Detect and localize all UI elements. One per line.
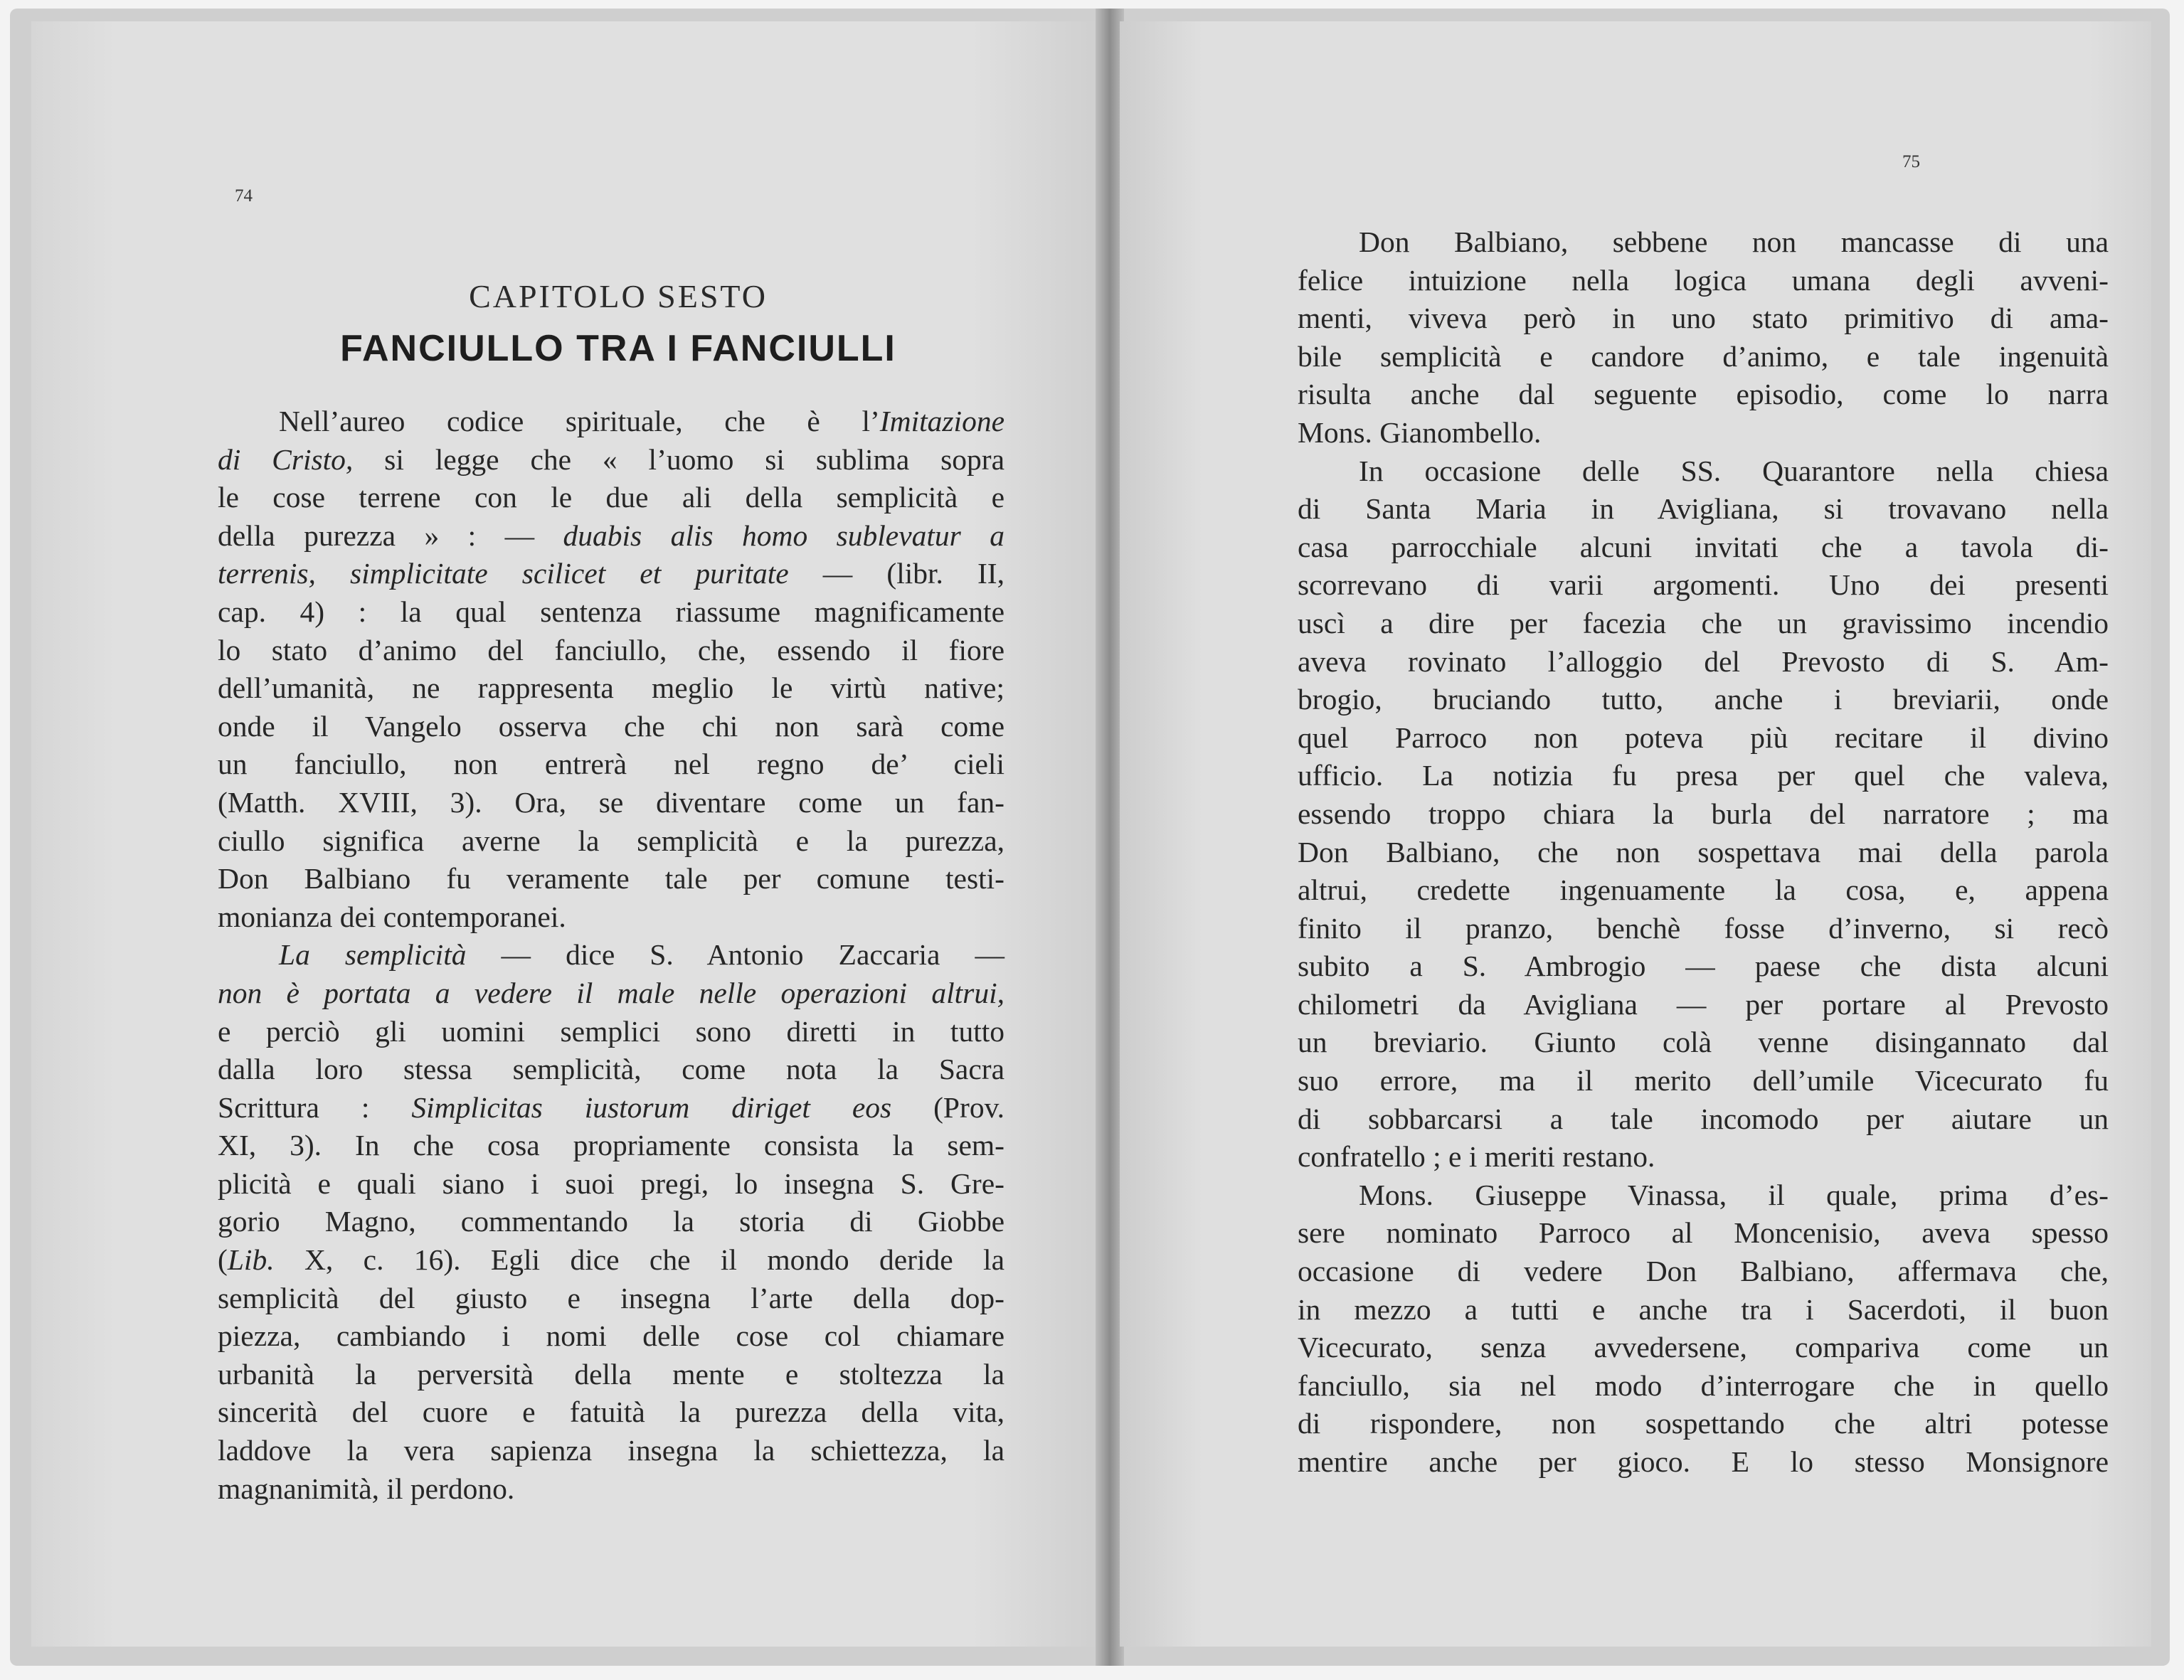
left-page-body [218, 403, 1004, 1508]
text-line [218, 1470, 1004, 1509]
text-line [1298, 1253, 2109, 1291]
text-line [1298, 719, 2109, 757]
text-segment: sincerità del cuore e fatuità la purezza della vita, [218, 1395, 1004, 1429]
text-segment: XI, 3). In che cosa propriamente consista la sem- [218, 1129, 1004, 1162]
italic-segment: Imitazione [879, 405, 1004, 437]
right-page-body [1298, 223, 2109, 1482]
text-line [1298, 1100, 2109, 1139]
text-segment: confratello ; e i meriti restano. [1298, 1140, 1655, 1174]
text-line [1298, 338, 2109, 376]
text-line [1298, 1176, 2109, 1215]
text-segment: le cose terrene con le due ali della semplicità e [218, 481, 1004, 514]
text-line [1298, 795, 2109, 834]
text-line [1298, 986, 2109, 1024]
text-segment: in mezzo a tutti e anche tra i Sacerdoti, il buon [1298, 1292, 2109, 1326]
text-segment: subito a S. Ambrogio — paese che dista alcuni [1298, 950, 2109, 983]
text-segment: laddove la vera sapienza insegna la schiettezza, la [218, 1434, 1004, 1467]
text-line [1298, 871, 2109, 910]
text-line [218, 441, 1004, 479]
open-book [10, 9, 2170, 1666]
text-segment: suo errore, ma il merito dell’umile Vicecurato fu [1298, 1064, 2109, 1097]
text-line [218, 632, 1004, 670]
text-segment: monianza dei contemporanei. [218, 900, 566, 933]
text-line [218, 1432, 1004, 1470]
text-line [1298, 262, 2109, 300]
text-segment: Don Balbiano, che non sospettava mai della parola [1298, 835, 2109, 868]
text-segment: risulta anche dal seguente episodio, come lo narra [1298, 378, 2109, 411]
text-segment: bile semplicità e candore d’animo, e tale ingenuità [1298, 339, 2109, 373]
text-line [218, 403, 1004, 441]
text-segment: — dice S. Antonio Zaccaria — [466, 938, 1004, 972]
text-line [218, 822, 1004, 861]
text-line [218, 1203, 1004, 1241]
text-segment: della purezza » : — [218, 519, 563, 552]
text-segment: ufficio. La notizia fu presa per quel che valeva, [1298, 759, 2109, 792]
text-segment: plicità e quali siano i suoi pregi, lo insegna S. Gre- [218, 1166, 1004, 1200]
text-line [1298, 1405, 2109, 1443]
text-segment: Scrittura : [218, 1090, 412, 1124]
italic-segment: di Cristo, [218, 442, 354, 476]
text-segment: ciullo significa averne la semplicità e la purezza, [218, 824, 1004, 857]
text-line [218, 479, 1004, 517]
text-segment: ( [218, 1243, 228, 1277]
text-segment: Vicecurato, senza avvedersene, compariva come un [1298, 1331, 2109, 1364]
text-line [1298, 1062, 2109, 1100]
italic-segment: non è portata a vedere il male nelle operazioni altrui, [218, 976, 1004, 1009]
text-line [1298, 566, 2109, 605]
text-segment: di Santa Maria in Avigliana, si trovavano nella [1298, 492, 2109, 526]
text-line [218, 1165, 1004, 1203]
page-number: 74 [235, 186, 253, 206]
text-segment: semplicità del giusto e insegna l’arte della dop- [218, 1281, 1004, 1314]
text-segment: lo stato d’animo del fanciullo, che, essendo il fiore [218, 633, 1004, 666]
text-line [218, 1356, 1004, 1394]
text-line [1298, 605, 2109, 643]
text-segment: finito il pranzo, benchè fosse d’inverno, si recò [1298, 911, 2109, 945]
text-line [1298, 1214, 2109, 1253]
text-line [1298, 757, 2109, 795]
text-segment: X, c. 16). Egli dice che il mondo deride la [274, 1243, 1004, 1277]
left-page [31, 21, 1098, 1647]
text-line [1298, 1367, 2109, 1405]
text-line [218, 1241, 1004, 1280]
text-line [1298, 1443, 2109, 1482]
italic-segment: terrenis, simplicitate scilicet et puritate [218, 557, 789, 590]
text-line [1298, 1329, 2109, 1367]
text-segment: Mons. Gianombello. [1298, 415, 1542, 449]
text-segment: un fanciullo, non entrerà nel regno de’ cieli [218, 748, 1004, 781]
text-segment: mentire anche per gioco. E lo stesso Monsignore [1298, 1445, 2109, 1478]
text-segment: quel Parroco non poteva più recitare il divino [1298, 721, 2109, 754]
page-number: 75 [1902, 152, 1920, 171]
text-line [1298, 947, 2109, 986]
text-segment: brogio, bruciando tutto, anche i breviarii, onde [1298, 683, 2109, 716]
text-line [218, 1393, 1004, 1432]
text-line [218, 898, 1004, 937]
text-segment: urbanità la perversità della mente e stoltezza la [218, 1357, 1004, 1391]
text-segment: sere nominato Parroco al Moncenisio, aveva spesso [1298, 1216, 2109, 1250]
text-line [1298, 1024, 2109, 1062]
text-segment: Nell’aureo codice spirituale, che è l’ [279, 405, 880, 437]
text-line [218, 974, 1004, 1013]
text-segment: dell’umanità, ne rappresenta meglio le virtù native; [218, 671, 1004, 705]
text-segment: Mons. Giuseppe Vinassa, il quale, prima d’es- [1359, 1178, 2109, 1211]
chapter-title: FANCIULLO TRA I FANCIULLI [340, 328, 896, 369]
text-segment: dalla loro stessa semplicità, come nota la Sacra [218, 1053, 1004, 1086]
text-line [1298, 490, 2109, 528]
text-segment: si legge che « l’uomo si sublima sopra [353, 442, 1004, 476]
text-line [1298, 223, 2109, 262]
text-segment: uscì a dire per facezia che un gravissimo incendio [1298, 606, 2109, 639]
text-line [1298, 910, 2109, 948]
text-segment: aveva rovinato l’alloggio del Prevosto di S. Am- [1298, 644, 2109, 678]
text-line [218, 1013, 1004, 1051]
text-segment: essendo troppo chiara la burla del narratore ; ma [1298, 797, 2109, 830]
text-line [1298, 528, 2109, 567]
text-line [218, 936, 1004, 974]
text-segment: fanciullo, sia nel modo d’interrogare che in quello [1298, 1368, 2109, 1402]
text-segment: scorrevano di varii argomenti. Uno dei presenti [1298, 568, 2109, 602]
text-segment: di rispondere, non sospettando che altri potesse [1298, 1407, 2109, 1440]
text-line [1298, 643, 2109, 681]
text-line [218, 517, 1004, 555]
text-line [1298, 681, 2109, 719]
text-line [218, 1317, 1004, 1356]
text-segment: Don Balbiano, sebbene non mancasse di una [1359, 225, 2109, 258]
text-line [218, 784, 1004, 822]
text-segment: In occasione delle SS. Quarantore nella chiesa [1359, 454, 2109, 487]
text-line [218, 555, 1004, 593]
text-line [218, 1089, 1004, 1127]
italic-segment: Simplicitas iustorum diriget eos [411, 1090, 892, 1124]
text-segment: gorio Magno, commentando la storia di Giobbe [218, 1205, 1004, 1238]
text-segment: casa parrocchiale alcuni invitati che a tavola di- [1298, 530, 2109, 563]
text-segment: onde il Vangelo osserva che chi non sarà come [218, 709, 1004, 743]
text-segment: altrui, credette ingenuamente la cosa, e, appena [1298, 873, 2109, 907]
text-line [1298, 376, 2109, 414]
text-line [1298, 1291, 2109, 1329]
italic-segment: Lib. [227, 1243, 275, 1277]
text-line [218, 1280, 1004, 1318]
text-segment: (Matth. XVIII, 3). Ora, se diventare come un fan- [218, 785, 1004, 819]
text-segment: e perciò gli uomini semplici sono diretti in tutto [218, 1014, 1004, 1048]
text-line [218, 1051, 1004, 1089]
text-line [218, 669, 1004, 708]
text-line [1298, 834, 2109, 872]
italic-segment: duabis alis homo sublevatur a [563, 519, 1004, 552]
text-line [218, 860, 1004, 898]
text-line [1298, 452, 2109, 491]
text-segment: felice intuizione nella logica umana degli avveni- [1298, 263, 2109, 297]
text-line [218, 593, 1004, 632]
text-segment: chilometri da Avigliana — per portare al Prevosto [1298, 987, 2109, 1021]
text-segment: magnanimità, il perdono. [218, 1472, 515, 1505]
text-segment: un breviario. Giunto colà venne disingannato dal [1298, 1026, 2109, 1059]
text-segment: piezza, cambiando i nomi delle cose col chiamare [218, 1319, 1004, 1353]
text-line [218, 745, 1004, 784]
right-page [1120, 21, 2151, 1647]
text-segment: menti, viveva però in uno stato primitivo di ama- [1298, 302, 2109, 335]
chapter-label: CAPITOLO SESTO [469, 278, 768, 314]
text-line [1298, 414, 2109, 452]
text-segment: di sobbarcarsi a tale incomodo per aiutare un [1298, 1102, 2109, 1135]
italic-segment: La semplicità [279, 938, 467, 972]
text-line [1298, 299, 2109, 338]
text-segment: occasione di vedere Don Balbiano, affermava che, [1298, 1255, 2109, 1288]
text-line [1298, 1138, 2109, 1176]
text-segment: — (libr. II, [788, 557, 1004, 590]
text-segment: (Prov. [891, 1090, 1004, 1124]
text-segment: cap. 4) : la qual sentenza riassume magnificamente [218, 595, 1004, 628]
text-segment: Don Balbiano fu veramente tale per comune testi- [218, 862, 1004, 895]
text-line [218, 1127, 1004, 1165]
text-line [218, 708, 1004, 746]
